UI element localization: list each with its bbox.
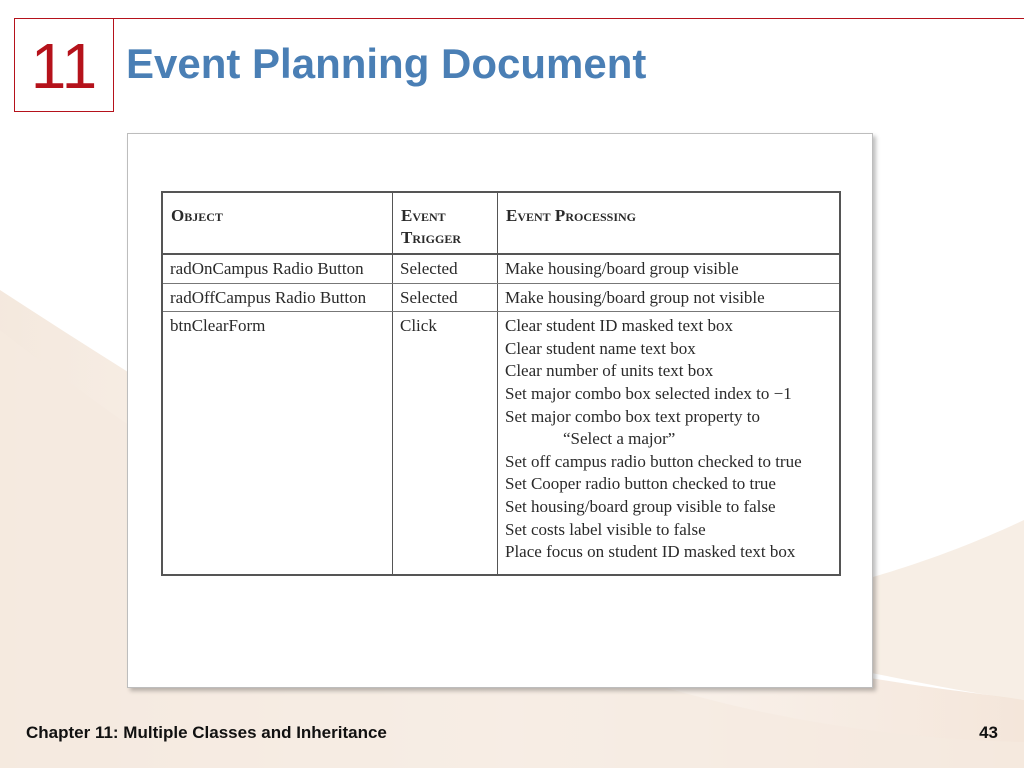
figure-panel xyxy=(127,133,873,688)
processing-line: Place focus on student ID masked text box xyxy=(505,542,796,562)
processing-line: Make housing/board group visible xyxy=(505,259,739,278)
cell-trigger: Selected xyxy=(393,283,498,312)
processing-line: Clear student name text box xyxy=(505,338,696,358)
processing-line: Clear student ID masked text box xyxy=(505,316,734,336)
header-trigger-line2: Trigger xyxy=(401,228,462,247)
cell-trigger: Selected xyxy=(393,254,498,283)
processing-line: Set housing/board group visible to false xyxy=(505,496,776,516)
cell-processing xyxy=(498,312,841,575)
cell-processing xyxy=(498,254,841,283)
cell-processing xyxy=(498,283,841,312)
cell-object: btnClearForm xyxy=(162,312,393,575)
processing-line: Make housing/board group not visible xyxy=(505,287,765,307)
table-row xyxy=(162,312,840,575)
chapter-number-box xyxy=(14,18,114,112)
header-event-processing: Event Processing xyxy=(498,192,841,254)
header-object: Object xyxy=(162,192,393,254)
slide-title: Event Planning Document xyxy=(126,40,647,87)
processing-line: Set major combo box text property to xyxy=(505,406,760,426)
footer-chapter-label: Chapter 11: Multiple Classes and Inheritance xyxy=(26,723,387,742)
processing-line: Set Cooper radio button checked to true xyxy=(505,474,776,494)
cell-trigger: Click xyxy=(393,312,498,575)
processing-line: Set costs label visible to false xyxy=(505,519,706,539)
chapter-number: 11 xyxy=(30,30,98,102)
title-rule xyxy=(114,18,1024,19)
cell-object: radOffCampus Radio Button xyxy=(162,283,393,312)
footer-page-number: 43 xyxy=(979,723,998,742)
processing-line: “Select a major” xyxy=(563,429,676,449)
processing-line: Clear number of units text box xyxy=(505,361,714,381)
event-planning-table xyxy=(161,191,841,576)
processing-line: Set off campus radio button checked to true xyxy=(505,451,802,471)
processing-line: Set major combo box selected index to −1 xyxy=(505,383,792,403)
header-trigger-line1: Event xyxy=(401,206,446,225)
table-row xyxy=(162,283,840,312)
table-header-row xyxy=(162,192,840,254)
cell-object: radOnCampus Radio Button xyxy=(162,254,393,283)
table-row xyxy=(162,254,840,283)
header-event-trigger xyxy=(393,192,498,254)
